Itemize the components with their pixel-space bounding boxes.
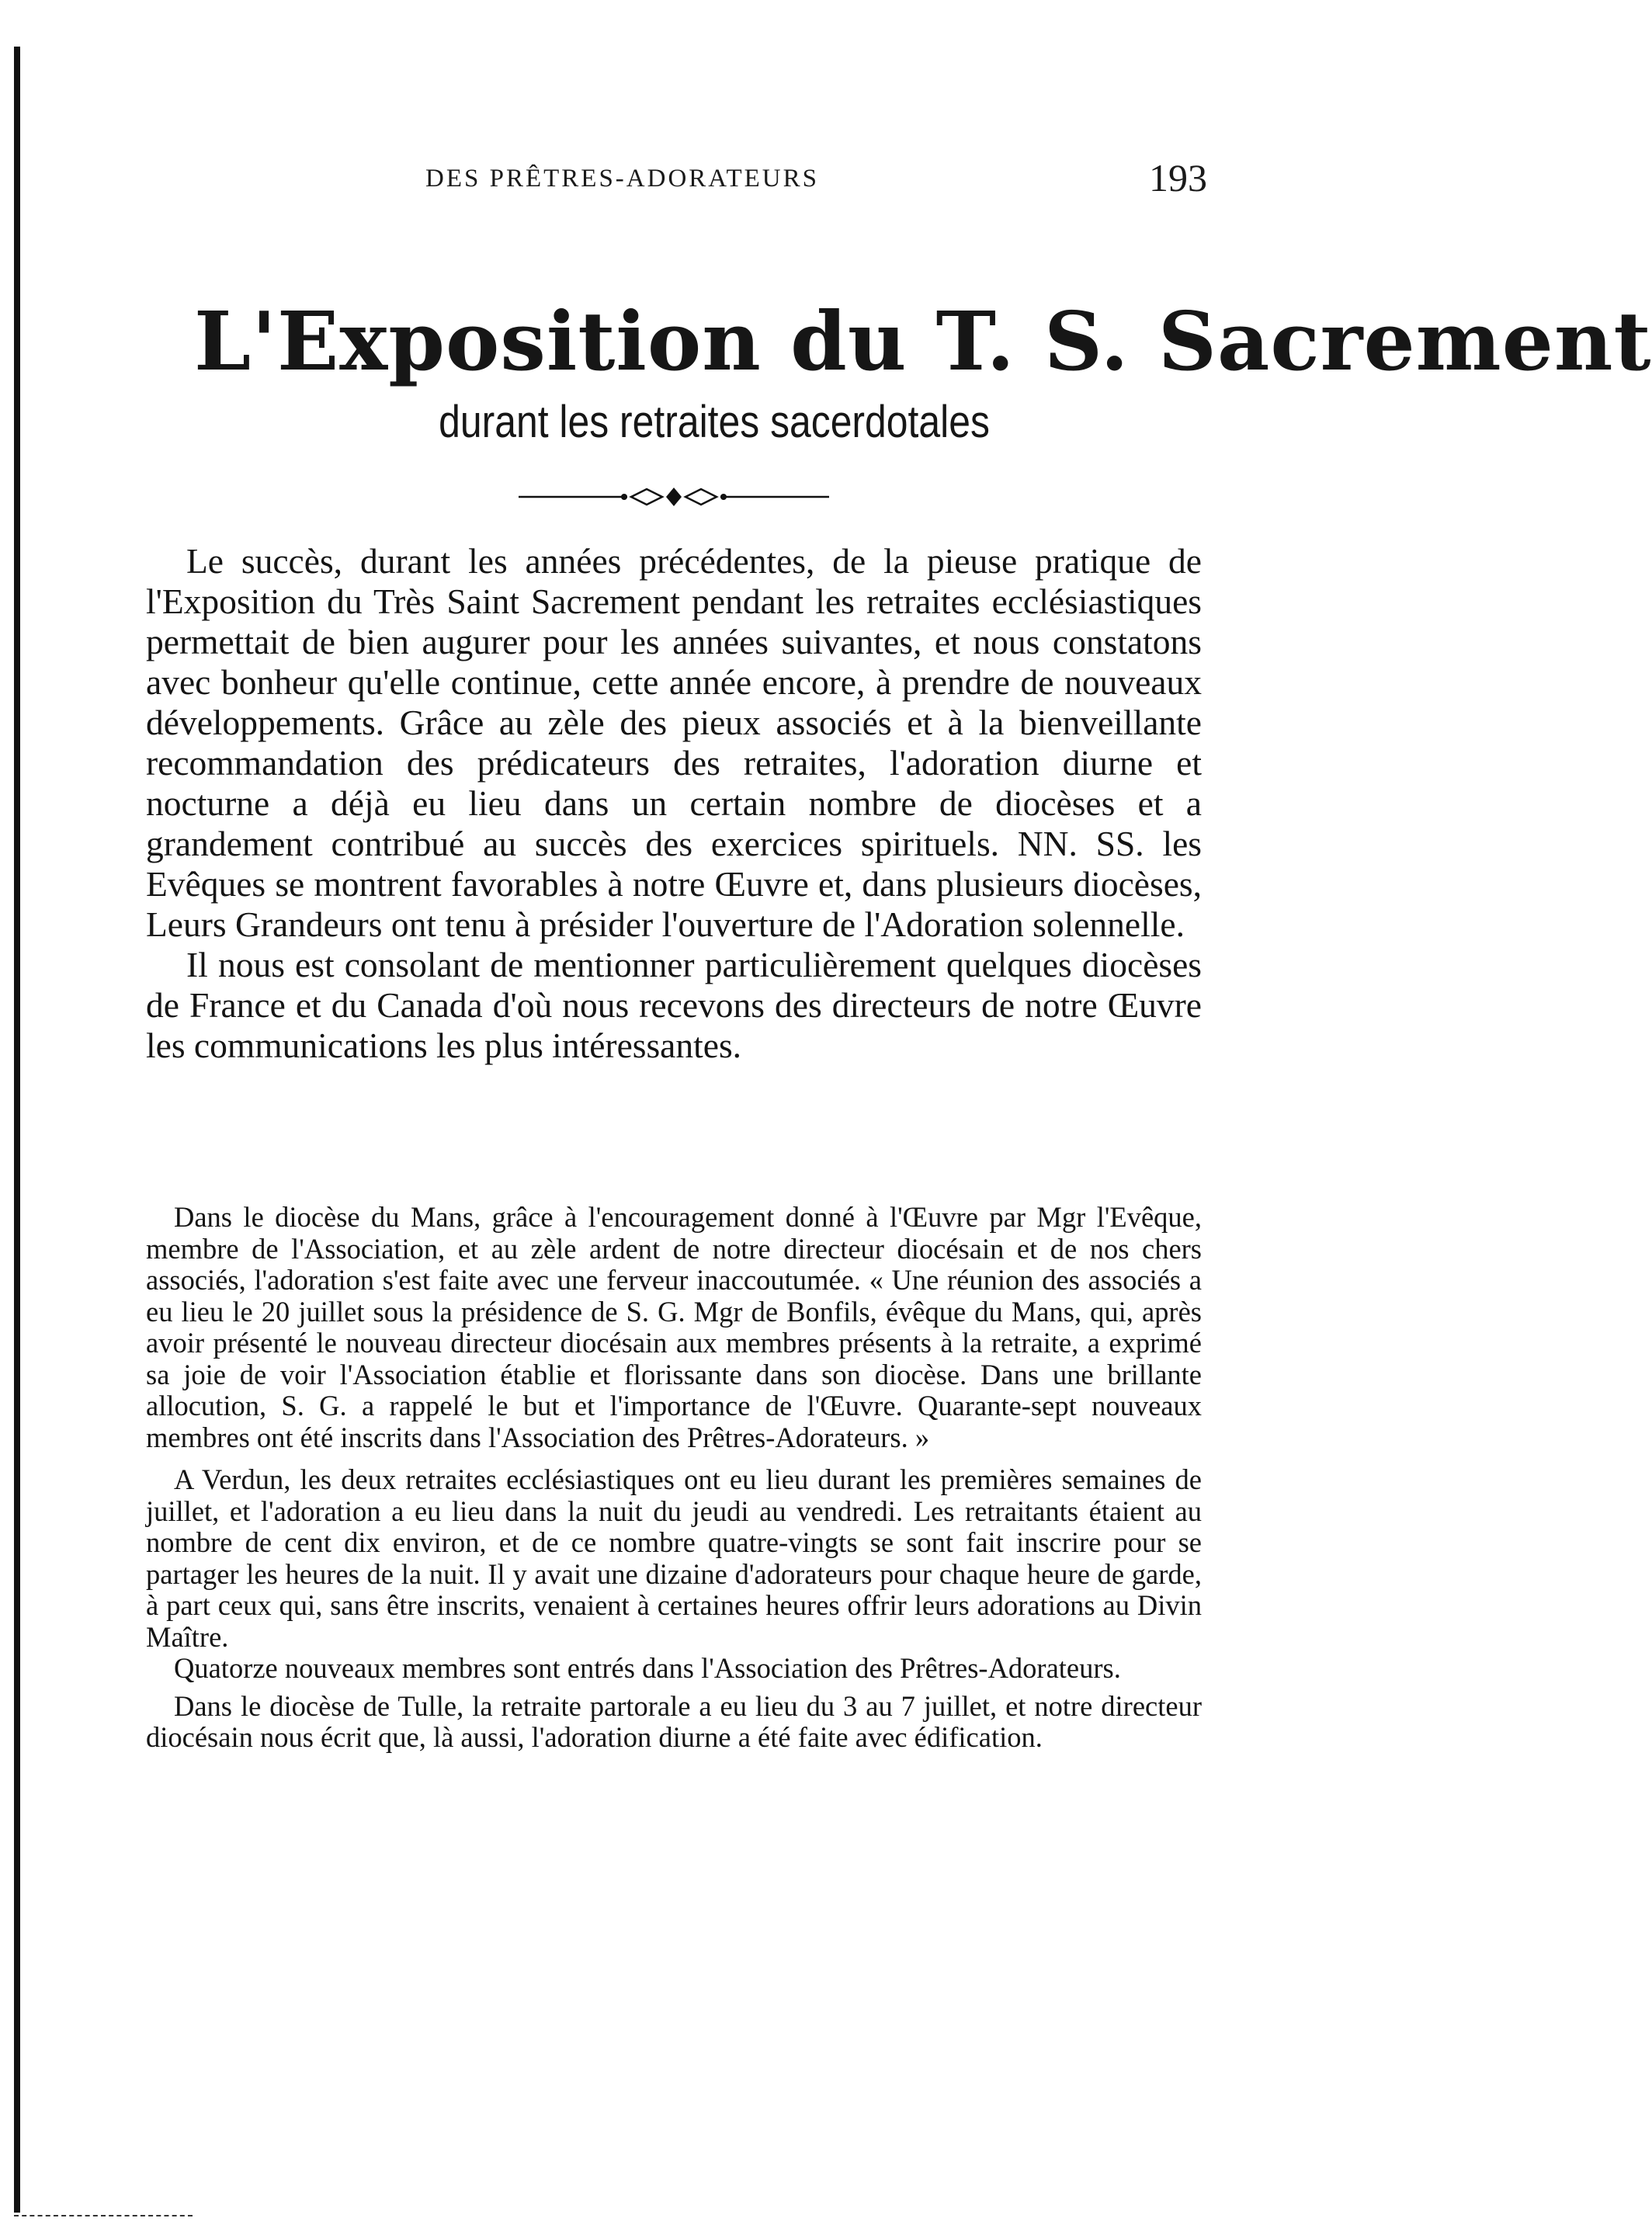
ornament-divider	[519, 481, 829, 512]
report-paragraph: Quatorze nouveaux membres sont entrés dans l'Association des Prêtres-Adorateurs.	[174, 1652, 1121, 1684]
paragraph: Le succès, durant les années précédentes, de la pieuse pratique de l'Exposition du Très Saint Sacrement pendant les retraites ecclésiastiques permettait de bien augurer pour les années suivantes, et nous constatons avec bonheur qu'elle continue, cette année encore, à prendre de nouveaux développements. Grâce au zèle des pieux associés et à la bienveillante recommandation des prédicateurs des retraites, l'adoration diurne et nocturne a déjà eu lieu dans un certain nombre de diocèses et a grandement contribué au succès des exercices spirituels. NN. SS. les Evêques se montrent favorables à notre Œuvre et, dans plusieurs diocèses, Leurs Grandeurs ont tenu à présider l'ouverture de l'Adoration solennelle.	[146, 541, 1202, 944]
running-title: DES PRÊTRES-ADORATEURS	[425, 165, 819, 193]
report-paragraph: A Verdun, les deux retraites ecclésiastiques ont eu lieu durant les premières semaines de juillet, et l'adoration a eu lieu dans la nuit du jeudi au vendredi. Les retraitants étaient au nombre de cent dix environ, et de ce nombre quatre-vingts se sont fait inscrire pour se partager les heures de la nuit. Il y avait une dizaine d'adorateurs pour chaque heure de garde, à part ceux qui, sans être inscrits, venaient à certaines heures offrir leurs adorations au Divin Maître.	[146, 1463, 1202, 1653]
paragraph: Il nous est consolant de mentionner particulièrement quelques diocèses de France et du Canada d'où nous recevons des directeurs de notre Œuvre les communications les plus intéressantes.	[146, 945, 1202, 1065]
report-paragraph: Dans le diocèse du Mans, grâce à l'encouragement donné à l'Œuvre par Mgr l'Evêque, membre de l'Association, et au zèle ardent de notre directeur diocésain et de nos chers associés, l'adoration s'est faite avec une ferveur inaccoutumée. « Une réunion des associés a eu lieu le 20 juillet sous la présidence de S. G. Mgr de Bonfils, évêque du Mans, qui, après avoir présenté le nouveau directeur diocésain aux membres présents à la retraite, a exprimé sa joie de voir l'Association établie et florissante dans son diocèse. Dans une brillante allocution, S. G. a rappelé le but et l'importance de l'Œuvre. Quarante-sept nouveaux membres ont été inscrits dans l'Association des Prêtres-Adorateurs. »	[146, 1201, 1202, 1453]
page-binding-foot	[14, 2207, 193, 2216]
main-body	[146, 541, 1202, 1066]
article-title: L'Exposition du T. S. Sacrement	[194, 293, 1652, 389]
page-number: 193	[1149, 156, 1207, 200]
report-paragraph: Dans le diocèse de Tulle, la retraite partorale a eu lieu du 3 au 7 juillet, et notre directeur diocésain nous écrit que, là aussi, l'adoration diurne a été faite avec édification.	[146, 1689, 1202, 1753]
article-subtitle: durant les retraites sacerdotales	[439, 397, 990, 447]
page-binding-edge	[14, 47, 20, 2213]
diocese-reports	[146, 1202, 1202, 1754]
